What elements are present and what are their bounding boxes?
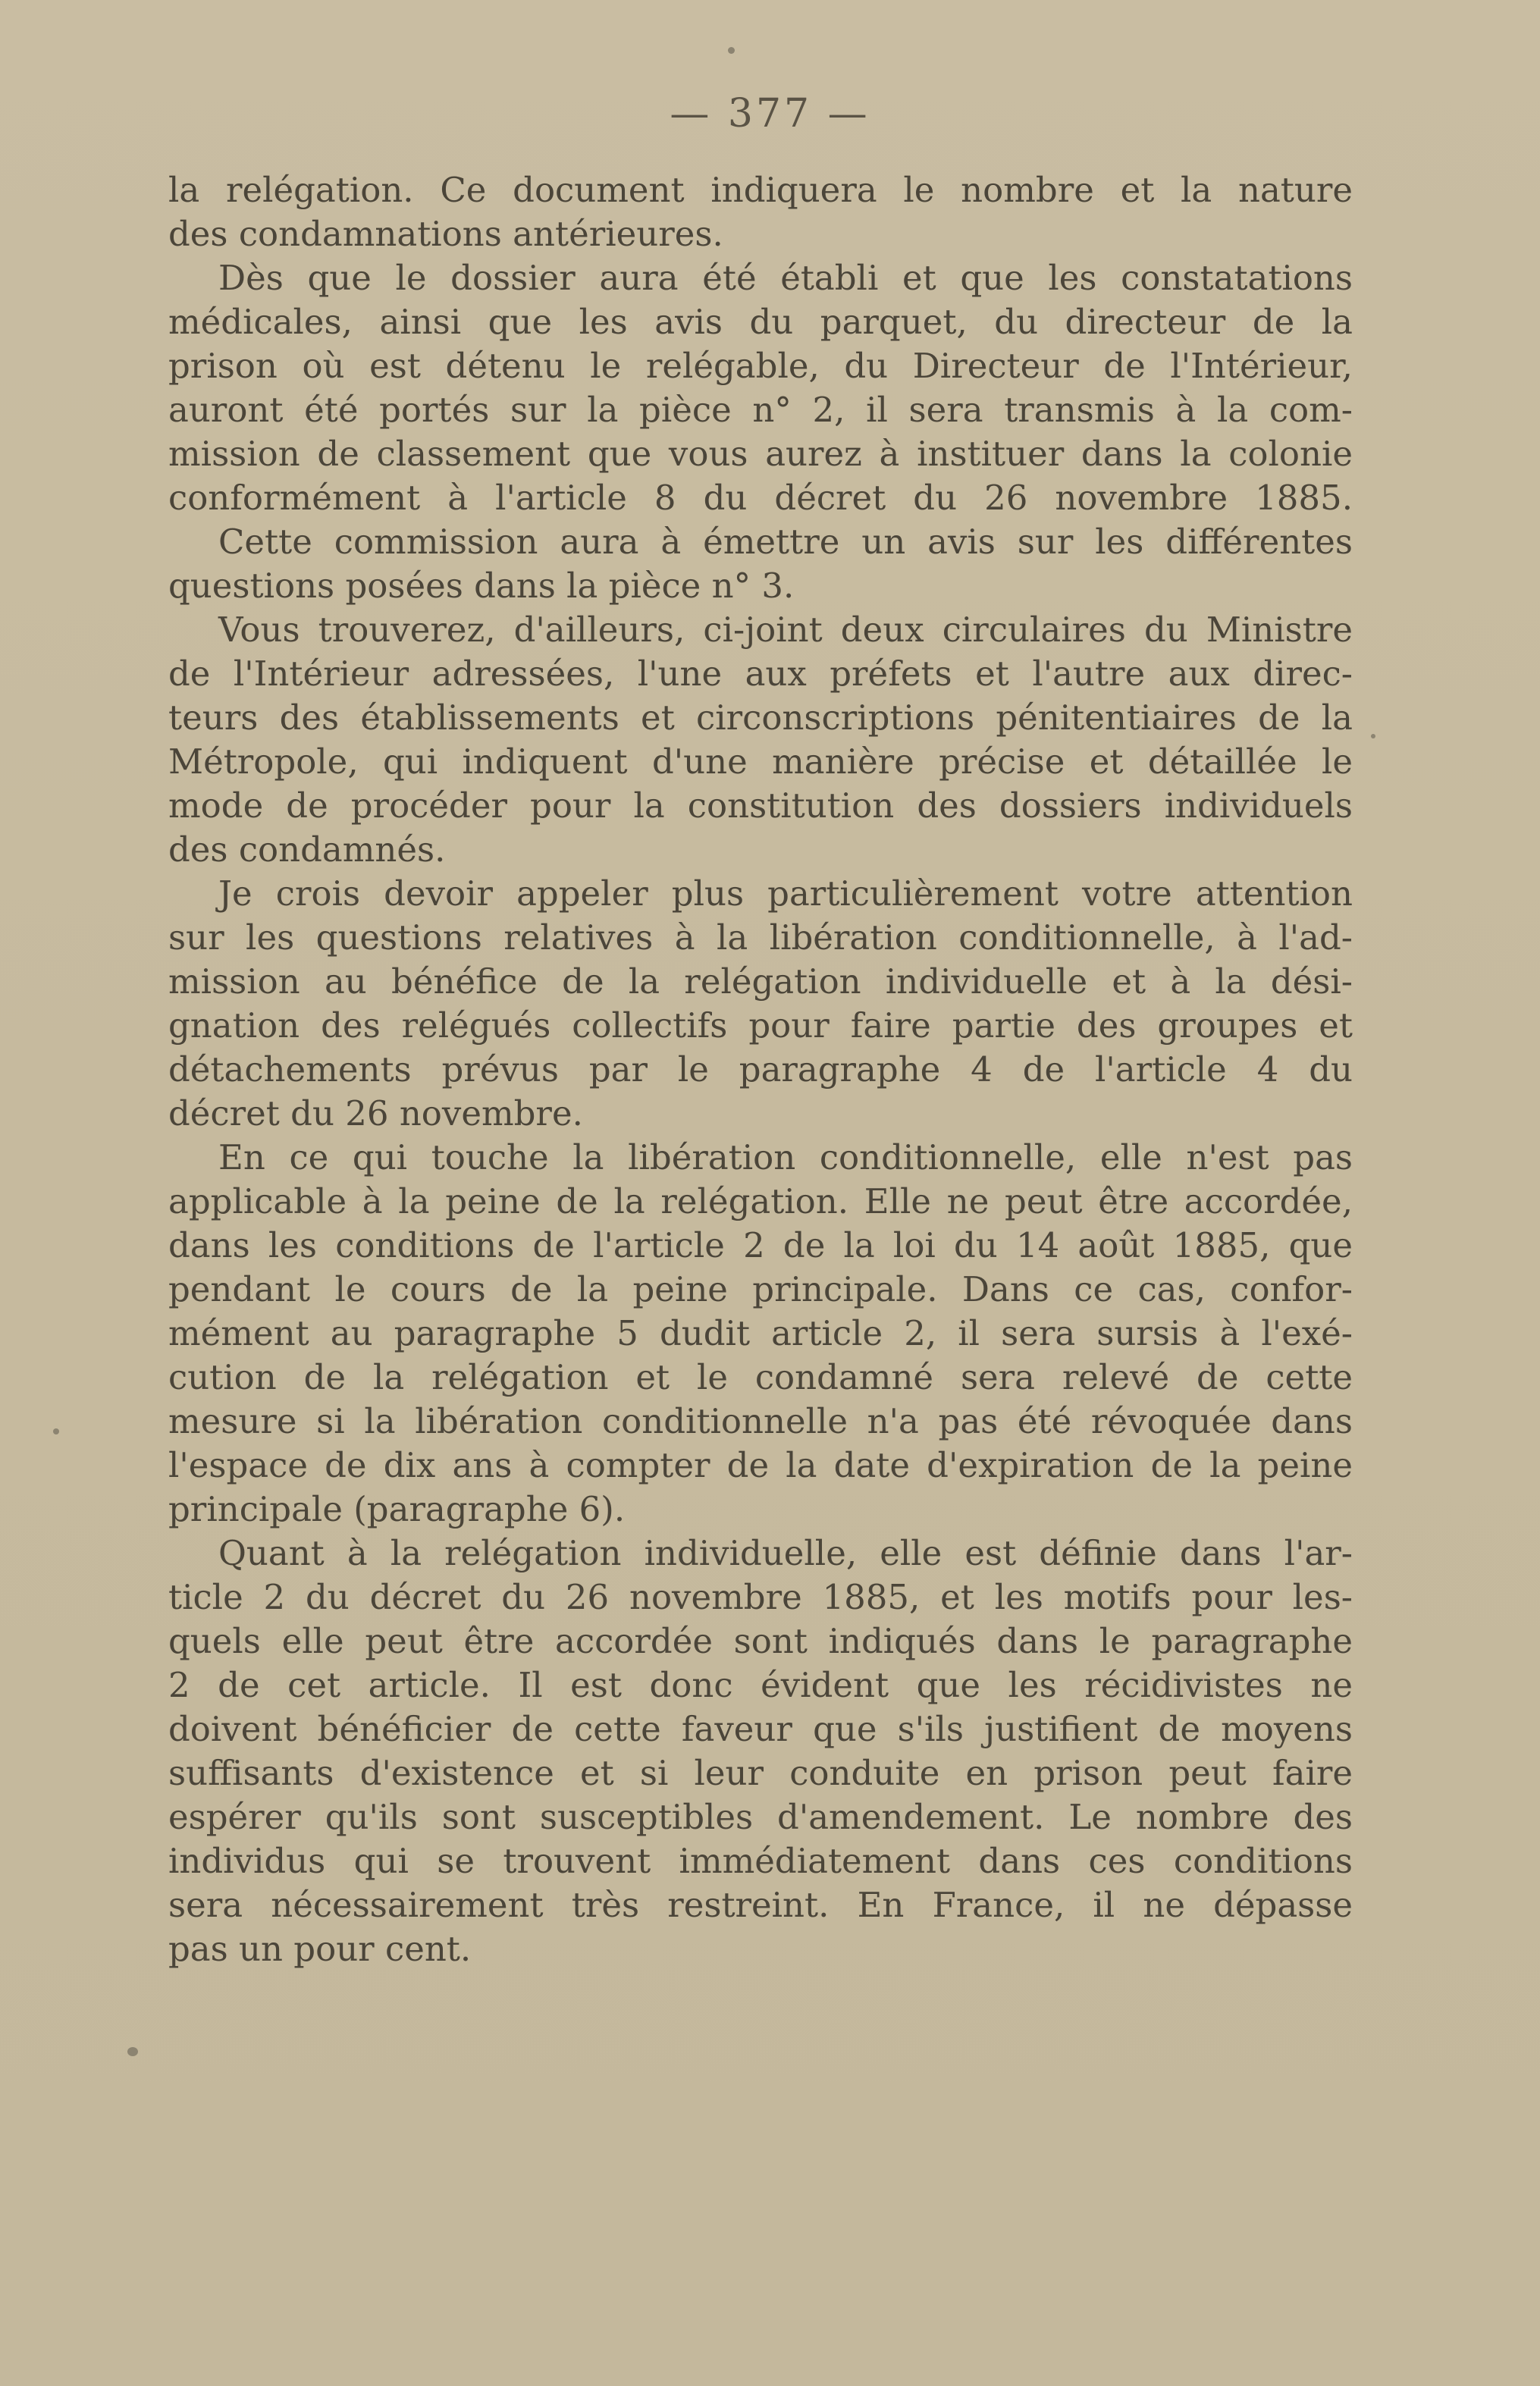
text-line: En ce qui touche la libération conditionnelle, elle n'est pas	[218, 1137, 1353, 1177]
text-line: principale (paragraphe 6).	[168, 1489, 626, 1529]
paper-speck	[127, 2047, 138, 2056]
text-line: prison où est détenu le relégable, du Directeur de l'Intérieur,	[168, 346, 1353, 386]
body-text	[168, 168, 1353, 1971]
text-line: Quant à la relégation individuelle, elle est définie dans l'ar-	[218, 1533, 1353, 1573]
text-line: Je crois devoir appeler plus particulièrement votre attention	[218, 873, 1353, 914]
text-line: ticle 2 du décret du 26 novembre 1885, et les motifs pour les-	[168, 1577, 1353, 1617]
text-line: mission de classement que vous aurez à instituer dans la colonie	[168, 434, 1353, 474]
text-line: questions posées dans la pièce n° 3.	[168, 566, 795, 606]
text-line: mesure si la libération conditionnelle n'a pas été révoquée dans	[168, 1401, 1353, 1441]
page-number: — 377 —	[670, 91, 870, 136]
text-line: doivent bénéficier de cette faveur que s'ils justifient de moyens	[168, 1709, 1353, 1749]
text-line: mode de procéder pour la constitution des dossiers individuels	[168, 785, 1353, 826]
text-line: espérer qu'ils sont susceptibles d'amendement. Le nombre des	[168, 1797, 1353, 1837]
text-line: des condamnés.	[168, 829, 446, 870]
text-line: mément au paragraphe 5 dudit article 2, il sera sursis à l'exé-	[168, 1313, 1353, 1353]
text-line: de l'Intérieur adressées, l'une aux préfets et l'autre aux direc-	[168, 654, 1353, 694]
text-line: gnation des relégués collectifs pour faire partie des groupes et	[168, 1005, 1353, 1046]
text-line: mission au bénéfice de la relégation individuelle et à la dési-	[168, 961, 1353, 1002]
text-line: quels elle peut être accordée sont indiqués dans le paragraphe	[168, 1621, 1353, 1661]
text-line: des condamnations antérieures.	[168, 214, 723, 254]
text-line: Vous trouverez, d'ailleurs, ci-joint deux circulaires du Ministre	[218, 610, 1353, 650]
text-line: médicales, ainsi que les avis du parquet, du directeur de la	[168, 302, 1353, 342]
text-line: Dès que le dossier aura été établi et que les constatations	[218, 258, 1353, 298]
text-line: teurs des établissements et circonscriptions pénitentiaires de la	[168, 698, 1353, 738]
text-line: cution de la relégation et le condamné sera relevé de cette	[168, 1357, 1353, 1397]
text-line: pendant le cours de la peine principale. Dans ce cas, confor-	[168, 1269, 1353, 1309]
text-line: dans les conditions de l'article 2 de la loi du 14 août 1885, que	[168, 1225, 1353, 1265]
text-line: suffisants d'existence et si leur conduite en prison peut faire	[168, 1753, 1353, 1793]
paper-speck	[1371, 734, 1375, 738]
text-line: la relégation. Ce document indiquera le nombre et la nature	[168, 170, 1353, 210]
text-line: pas un pour cent.	[168, 1929, 472, 1969]
text-line: Métropole, qui indiquent d'une manière précise et détaillée le	[168, 742, 1353, 782]
paper-speck	[728, 47, 735, 54]
text-line: décret du 26 novembre.	[168, 1093, 583, 1133]
text-line: conformément à l'article 8 du décret du 26 novembre 1885.	[168, 478, 1353, 518]
text-line: sera nécessairement très restreint. En France, il ne dépasse	[168, 1885, 1353, 1925]
text-line: l'espace de dix ans à compter de la date d'expiration de la peine	[168, 1445, 1353, 1485]
text-line: auront été portés sur la pièce n° 2, il sera transmis à la com-	[168, 390, 1353, 430]
text-line: individus qui se trouvent immédiatement dans ces conditions	[168, 1841, 1353, 1881]
paper-speck	[53, 1428, 59, 1434]
text-line: détachements prévus par le paragraphe 4 de l'article 4 du	[168, 1049, 1353, 1090]
text-line: Cette commission aura à émettre un avis sur les différentes	[218, 522, 1353, 562]
text-line: sur les questions relatives à la libération conditionnelle, à l'ad-	[168, 917, 1353, 958]
text-line: applicable à la peine de la relégation. Elle ne peut être accordée,	[168, 1181, 1353, 1221]
text-line: 2 de cet article. Il est donc évident que les récidivistes ne	[168, 1665, 1353, 1705]
